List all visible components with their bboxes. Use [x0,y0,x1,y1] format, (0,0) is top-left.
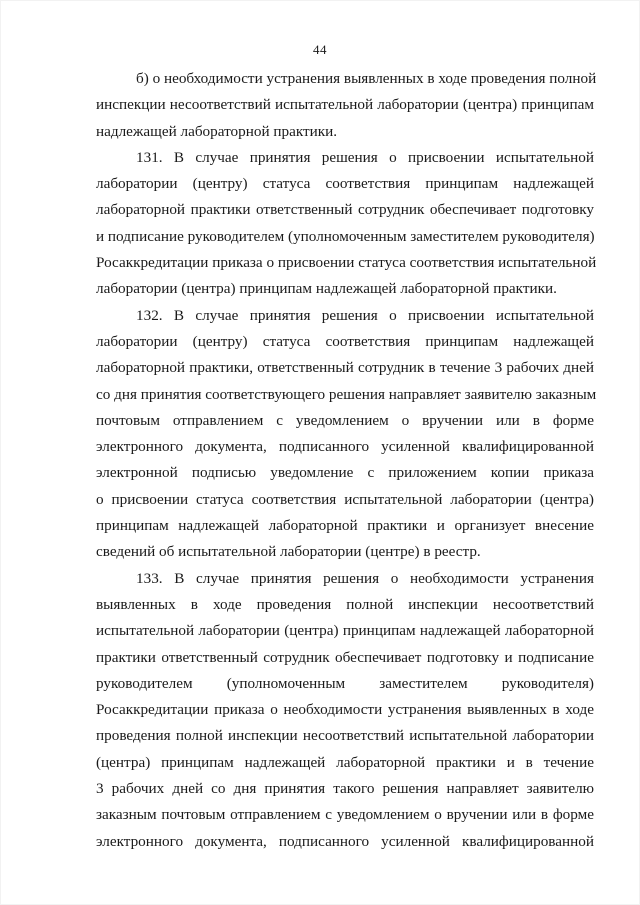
text-line: электронного документа, подписанного усиленной квалифицированной [96,832,594,850]
page-number: 44 [313,42,327,57]
text-line: со дня принятия соответствующего решения направляет заявителю заказным [96,385,597,403]
text-line: инспекции несоответствий испытательной лаборатории (центра) принципам [96,96,594,114]
text-line: проведения полной инспекции несоответствий испытательной лаборатории [96,727,594,745]
text-line: почтовым отправлением с уведомлением о вручении или в форме [96,411,594,429]
text-line: о присвоении статуса соответствия испытательной лаборатории (центра) [96,490,594,508]
text-line: лаборатории (центру) статуса соответствия принципам надлежащей [96,175,594,193]
text-line: руководителем (уполномоченным заместителем руководителя) [96,674,594,692]
text-line: надлежащей лабораторной практики. [96,122,338,140]
text-line: лаборатории (центра) принципам надлежащей лабораторной практики. [96,280,557,298]
text-line: Росаккредитации приказа о необходимости устранения выявленных в ходе [96,701,594,719]
body-text [96,66,597,855]
text-line: сведений об испытательной лаборатории (центре) в реестр. [96,543,481,561]
text-line: 3 рабочих дней со дня принятия такого решения направляет заявителю [96,780,594,798]
text-line: б) о необходимости устранения выявленных в ходе проведения полной [136,70,597,87]
text-line: лаборатории (центру) статуса соответствия принципам надлежащей [96,332,594,350]
text-line: электронной подписью уведомление с приложением копии приказа [96,464,594,482]
text-line: практики ответственный сотрудник обеспечивает подготовку и подписание [96,648,594,666]
text-line: лабораторной практики, ответственный сотрудник в течение 3 рабочих дней [96,359,594,377]
text-line: Росаккредитации приказа о присвоении статуса соответствия испытательной [96,254,597,272]
paragraph-132 [96,303,597,566]
text-line: лабораторной практики ответственный сотрудник обеспечивает подготовку [96,201,594,219]
text-line: и подписание руководителем (уполномоченным заместителем руководителя) [96,227,595,245]
paragraph-b [96,66,597,145]
text-line: 131. В случае принятия решения о присвоении испытательной [136,148,594,166]
text-line: (центра) принципам надлежащей лабораторной практики и в течение [96,753,594,771]
text-line: 133. В случае принятия решения о необходимости устранения [136,569,594,587]
text-line: выявленных в ходе проведения полной инспекции несоответствий [96,595,594,613]
text-line: заказным почтовым отправлением с уведомлением о вручении или в форме [96,806,594,824]
text-line: электронного документа, подписанного усиленной квалифицированной [96,438,594,456]
text-line: 132. В случае принятия решения о присвоении испытательной [136,306,594,324]
paragraph-133 [96,566,594,855]
text-line: испытательной лаборатории (центра) принципам надлежащей лабораторной [96,622,594,640]
paragraph-131 [96,145,597,303]
text-line: принципам надлежащей лабораторной практики и организует внесение [96,517,594,535]
